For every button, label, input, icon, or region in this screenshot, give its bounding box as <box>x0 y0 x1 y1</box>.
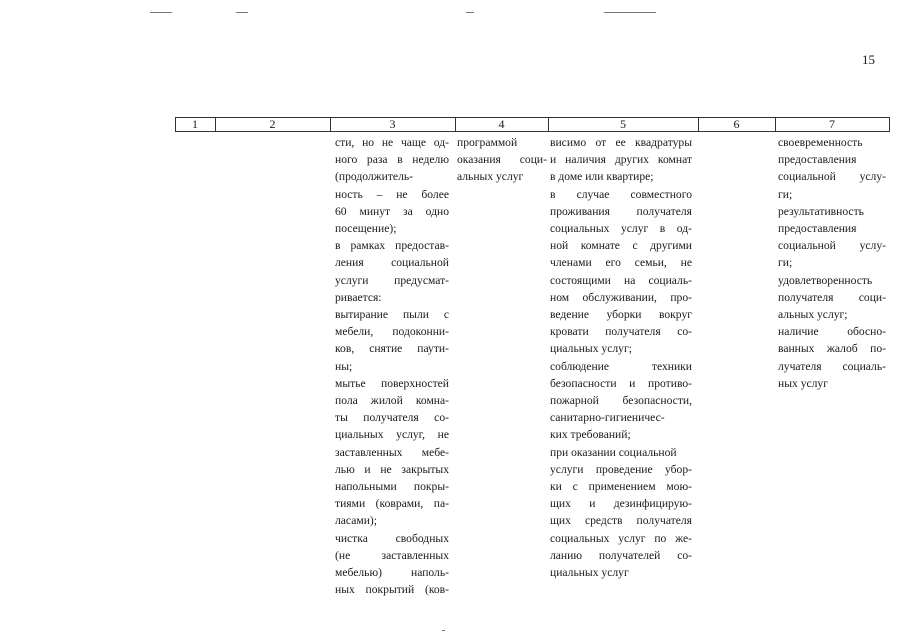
text-line: ков, снятие паути- <box>335 342 449 356</box>
header-cell-4: 4 <box>498 117 505 131</box>
text-line: тиями (коврами, па- <box>335 497 449 511</box>
text-line: социальной услу- <box>778 239 886 253</box>
text-line: щих и дезинфицирую- <box>550 497 692 511</box>
column-4-text <box>457 134 547 186</box>
text-line: ность – не более <box>335 187 449 201</box>
column-3-text <box>335 134 449 598</box>
text-line: циальных услуг, не <box>335 428 449 442</box>
text-line: наличие обосно- <box>778 325 886 339</box>
text-line: получателя соци- <box>778 290 886 304</box>
text-line: лучателя социаль- <box>778 359 886 373</box>
text-line: пожарной безопасности, <box>550 394 692 408</box>
text-line: безопасности и противо- <box>550 376 692 390</box>
text-line: программой <box>457 136 518 149</box>
header-divider <box>889 117 890 132</box>
text-line: ривается: <box>335 290 382 304</box>
text-line: циальных услуг <box>550 566 629 580</box>
text-line: при оказании социальной <box>550 445 677 459</box>
scan-speck <box>150 12 172 13</box>
text-line: и наличия других комнат <box>550 153 692 167</box>
scan-speck <box>604 12 656 13</box>
text-line: альных услуг <box>457 170 524 184</box>
text-line: санитарно-гигиеничес- <box>550 411 665 425</box>
header-cell-1: 1 <box>192 117 198 131</box>
text-line: ных покрытий (ков- <box>335 583 449 597</box>
header-cell-5: 5 <box>620 117 626 131</box>
text-line: щих средств получателя <box>550 514 692 528</box>
text-line: мебелью) наполь- <box>335 566 449 580</box>
text-line: ты получателя со- <box>335 411 449 425</box>
column-5-text <box>550 134 692 581</box>
header-cell-7: 7 <box>829 117 835 131</box>
text-line: членами его семьи, не <box>550 256 692 270</box>
text-line: социальных услуг по же- <box>550 531 692 545</box>
text-line: социальной услу- <box>778 170 886 184</box>
scan-speck <box>236 12 248 13</box>
column-7-text <box>778 134 886 392</box>
text-line: ванных жалоб по- <box>778 342 886 356</box>
text-line: предоставления <box>778 222 857 236</box>
text-line: мытье поверхностей <box>335 376 449 390</box>
text-line: ны; <box>335 359 353 373</box>
text-line: удовлетворенность <box>778 273 873 287</box>
text-line: услуги предусмат- <box>335 273 449 287</box>
text-line: ведение уборки вокруг <box>550 308 692 322</box>
scan-speck <box>466 12 474 13</box>
text-line: циальных услуг; <box>550 342 632 356</box>
text-line: предоставления <box>778 153 857 167</box>
text-line: альных услуг; <box>778 308 848 322</box>
text-line: в случае совместного <box>550 187 692 201</box>
text-line: 60 минут за одно <box>335 204 449 218</box>
text-line: услуги проведение убор- <box>550 462 692 476</box>
text-line: оказания соци- <box>457 153 547 167</box>
text-line: в рамках предостав- <box>335 239 449 253</box>
text-line: ном обслуживании, про- <box>550 290 692 304</box>
text-line: ной комнате с другими <box>550 239 692 253</box>
text-line: лью и не закрытых <box>335 462 449 476</box>
text-line: сти, но не чаще од- <box>335 136 449 149</box>
text-line: состоящими на социаль- <box>550 273 692 287</box>
text-line: кровати получателя со- <box>550 325 692 339</box>
text-line: пола жилой комна- <box>335 394 449 408</box>
text-line: своевременность <box>778 136 863 149</box>
text-line: ления социальной <box>335 256 449 270</box>
text-line: ки с применением мою- <box>550 480 692 494</box>
text-line: висимо от ее квадратуры <box>550 136 692 149</box>
text-line: чистка свободных <box>335 531 449 545</box>
text-line: проживания получателя <box>550 204 692 218</box>
text-line: (не заставленных <box>335 548 449 562</box>
text-line: заставленных мебе- <box>335 445 449 459</box>
text-line: ланию получателей со- <box>550 548 692 562</box>
header-cell-3: 3 <box>389 117 396 131</box>
text-line: посещение); <box>335 222 397 236</box>
header-cell-6: 6 <box>733 117 740 131</box>
text-line: вытирание пыли с <box>335 308 449 322</box>
text-line: (продолжитель- <box>335 170 414 184</box>
text-line: мебели, подоконни- <box>335 325 449 339</box>
text-line: ги; <box>778 256 793 270</box>
text-line: соблюдение техники <box>550 359 692 373</box>
text-line: в доме или квартире; <box>550 170 654 184</box>
scan-speck <box>442 630 445 631</box>
text-line: ных услуг <box>778 376 828 390</box>
header-cell-2: 2 <box>269 117 276 131</box>
text-line: ласами); <box>335 514 377 528</box>
text-line: результативность <box>778 204 864 218</box>
text-line: социальных услуг в од- <box>550 222 692 236</box>
text-line: ного раза в неделю <box>335 153 449 167</box>
text-line: ги; <box>778 187 793 201</box>
page-number: 15 <box>862 52 875 67</box>
table-header-row <box>175 117 890 132</box>
text-line: напольными покры- <box>335 480 449 494</box>
text-line: ких требований; <box>550 428 631 442</box>
